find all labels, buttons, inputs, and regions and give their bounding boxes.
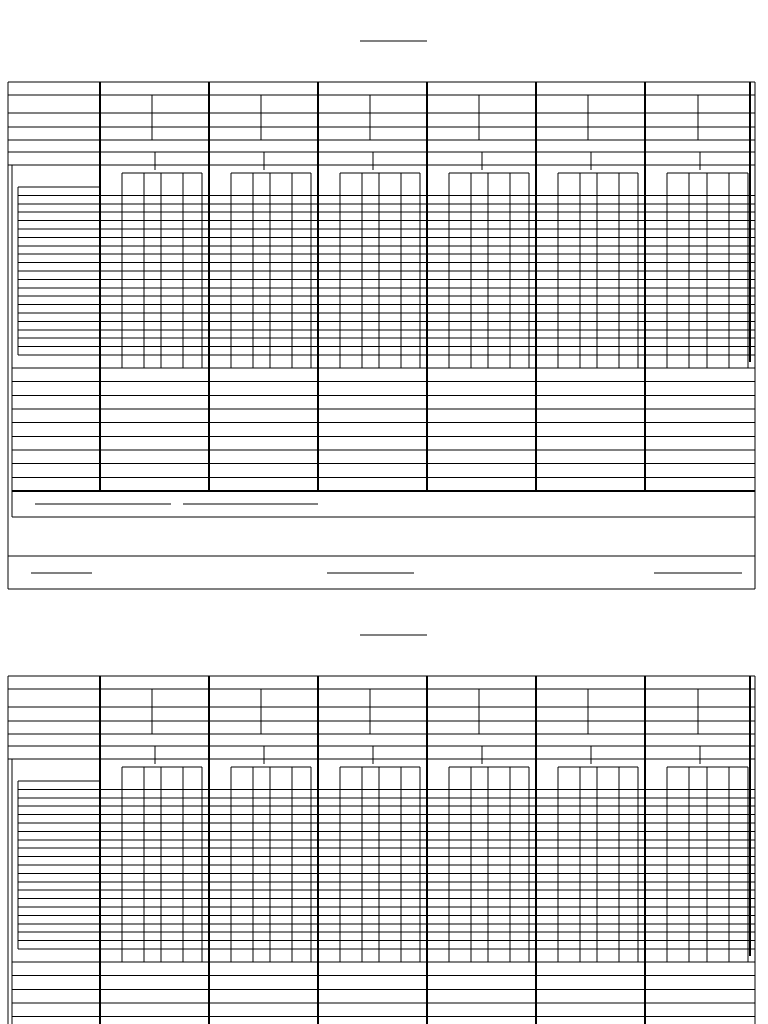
form-column-4 <box>449 689 529 962</box>
form-column-5 <box>558 95 638 368</box>
header-band <box>8 95 755 165</box>
form-column-2 <box>231 689 311 962</box>
form-column-3 <box>340 95 420 368</box>
form-column-2 <box>231 95 311 368</box>
column-dividers <box>100 676 750 1024</box>
form-column-6 <box>667 689 748 962</box>
remarks-section <box>8 491 755 556</box>
outer-border <box>8 676 755 1024</box>
header-band <box>8 689 755 759</box>
form-column-6 <box>667 95 748 368</box>
column-dividers <box>100 82 750 491</box>
form-column-1 <box>122 689 202 962</box>
summary-rows <box>12 976 755 1017</box>
form-column-3 <box>340 689 420 962</box>
outer-border <box>8 82 755 589</box>
form-sheet-1 <box>8 41 755 589</box>
data-rows <box>12 759 755 1024</box>
form-column-1 <box>122 95 202 368</box>
form-column-4 <box>449 95 529 368</box>
data-rows <box>12 165 755 517</box>
summary-rows <box>12 382 755 491</box>
form-column-5 <box>558 689 638 962</box>
form-sheet-2 <box>8 635 755 1024</box>
